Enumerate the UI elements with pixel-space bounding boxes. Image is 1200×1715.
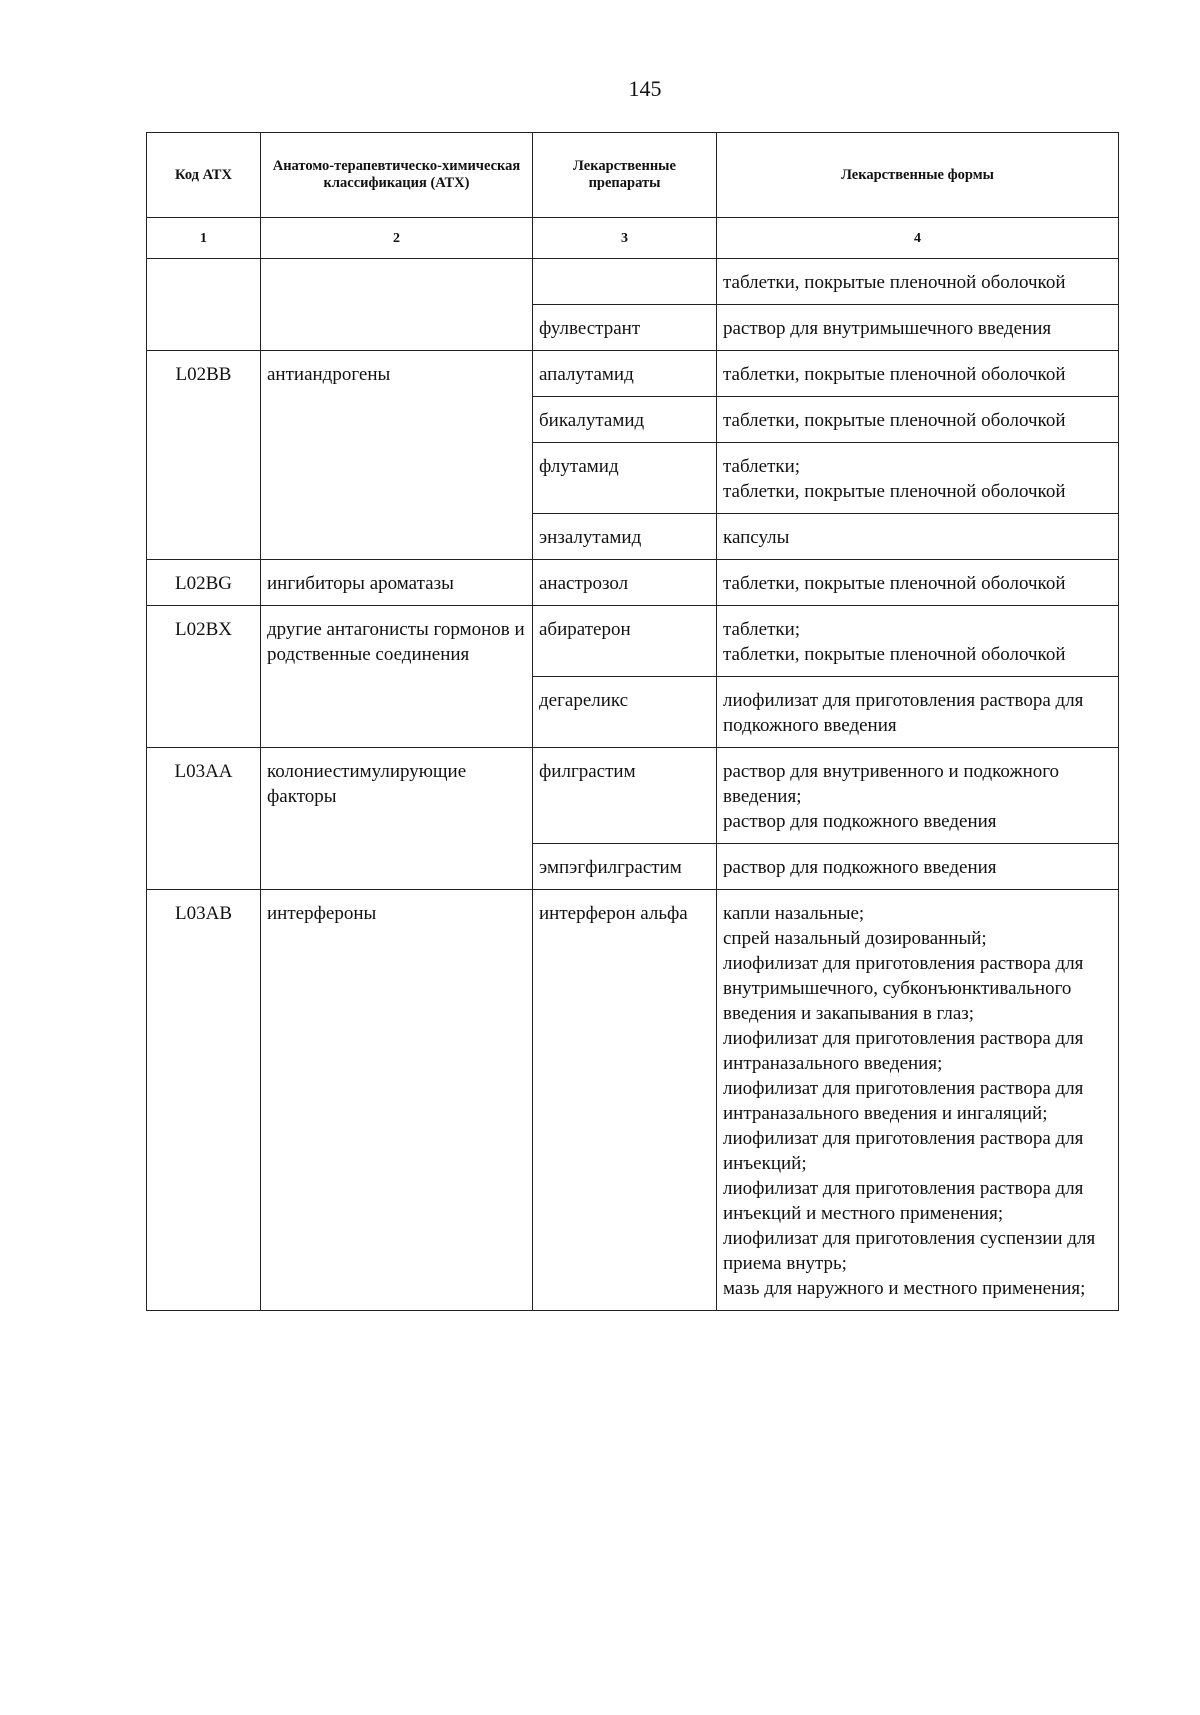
atx-class-cell [261, 259, 533, 351]
form-line: таблетки; [723, 456, 801, 477]
atx-code-cell: L02BX [147, 606, 261, 748]
drug-cell: энзалутамид [533, 514, 717, 560]
table-row [147, 748, 1119, 844]
form-line: лиофилизат для приготовления раствора для интраназального введения; [723, 1028, 1084, 1074]
atx-code-cell: L03AA [147, 748, 261, 890]
forms-cell [717, 397, 1119, 443]
forms-cell [717, 844, 1119, 890]
drug-cell: анастрозол [533, 560, 717, 606]
form-line: лиофилизат для приготовления раствора для инъекций и местного применения; [723, 1178, 1084, 1224]
drug-cell: дегареликс [533, 677, 717, 748]
forms-cell [717, 305, 1119, 351]
forms-cell [717, 677, 1119, 748]
forms-cell [717, 890, 1119, 1311]
form-line: лиофилизат для приготовления раствора для инъекций; [723, 1128, 1084, 1174]
form-line: таблетки, покрытые пленочной оболочкой [723, 410, 1066, 431]
drug-cell: апалутамид [533, 351, 717, 397]
header-classification: Анатомо-терапевтическо-химическая классификация (АТХ) [261, 133, 533, 218]
column-number: 4 [717, 218, 1119, 259]
column-number: 1 [147, 218, 261, 259]
column-number: 3 [533, 218, 717, 259]
header-row [147, 133, 1119, 218]
table-row [147, 259, 1119, 305]
form-line: спрей назальный дозированный; [723, 928, 987, 949]
form-line: капсулы [723, 527, 790, 548]
forms-cell [717, 351, 1119, 397]
header-drugs: Лекарственные препараты [533, 133, 717, 218]
form-line: таблетки, покрытые пленочной оболочкой [723, 364, 1066, 385]
atx-class-cell: интерфероны [261, 890, 533, 1311]
column-number-row [147, 218, 1119, 259]
drug-cell: филграстим [533, 748, 717, 844]
atx-table [146, 132, 1119, 1311]
form-line: таблетки, покрытые пленочной оболочкой [723, 644, 1066, 665]
page-number: 145 [628, 76, 662, 101]
form-line: таблетки, покрытые пленочной оболочкой [723, 272, 1066, 293]
form-line: таблетки, покрытые пленочной оболочкой [723, 573, 1066, 594]
form-line: таблетки, покрытые пленочной оболочкой [723, 481, 1066, 502]
drug-cell: фулвестрант [533, 305, 717, 351]
table-row [147, 560, 1119, 606]
atx-code-cell: L02BB [147, 351, 261, 560]
drug-cell [533, 259, 717, 305]
atx-class-cell: колониестимулирующие факторы [261, 748, 533, 890]
column-number: 2 [261, 218, 533, 259]
atx-code-cell: L03AB [147, 890, 261, 1311]
table-row [147, 351, 1119, 397]
drug-cell: интерферон альфа [533, 890, 717, 1311]
table-row [147, 606, 1119, 677]
header-code: Код АТХ [147, 133, 261, 218]
header-forms: Лекарственные формы [717, 133, 1119, 218]
form-line: лиофилизат для приготовления суспензии для приема внутрь; [723, 1228, 1096, 1274]
atx-code-cell [147, 259, 261, 351]
form-line: мазь для наружного и местного применения; [723, 1278, 1086, 1299]
atx-class-cell: ингибиторы ароматазы [261, 560, 533, 606]
forms-cell [717, 259, 1119, 305]
atx-class-cell: антиандрогены [261, 351, 533, 560]
table-row [147, 890, 1119, 1311]
drug-cell: флутамид [533, 443, 717, 514]
form-line: раствор для внутримышечного введения [723, 318, 1052, 339]
form-line: раствор для внутривенного и подкожного введения; [723, 761, 1060, 807]
form-line: лиофилизат для приготовления раствора для интраназального введения и ингаляций; [723, 1078, 1084, 1124]
forms-cell [717, 606, 1119, 677]
drug-cell: абиратерон [533, 606, 717, 677]
atx-code-cell: L02BG [147, 560, 261, 606]
drug-cell: эмпэгфилграстим [533, 844, 717, 890]
form-line: лиофилизат для приготовления раствора для внутримышечного, субконъюнктивального введения и закапывания в глаз; [723, 953, 1084, 1024]
forms-cell [717, 748, 1119, 844]
form-line: таблетки; [723, 619, 801, 640]
form-line: раствор для подкожного введения [723, 857, 997, 878]
forms-cell [717, 560, 1119, 606]
form-line: капли назальные; [723, 903, 865, 924]
drug-cell: бикалутамид [533, 397, 717, 443]
form-line: раствор для подкожного введения [723, 811, 997, 832]
form-line: лиофилизат для приготовления раствора для подкожного введения [723, 690, 1084, 736]
forms-cell [717, 443, 1119, 514]
forms-cell [717, 514, 1119, 560]
atx-class-cell: другие антагонисты гормонов и родственные соединения [261, 606, 533, 748]
